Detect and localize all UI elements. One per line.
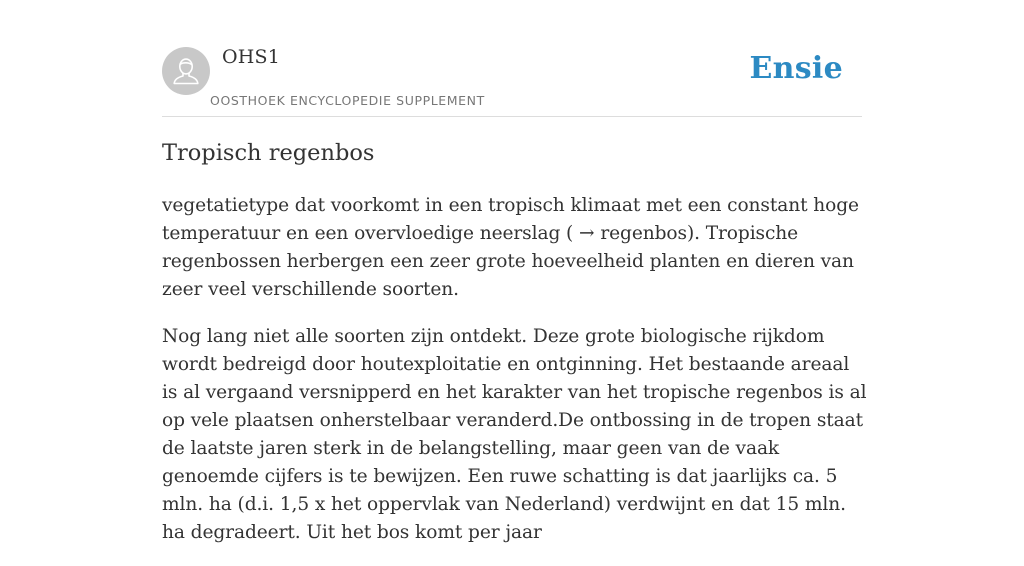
- entry-title: Tropisch regenbos: [162, 140, 375, 166]
- author-name[interactable]: OHS1: [222, 46, 281, 68]
- paragraph: [162, 192, 867, 304]
- user-icon: [162, 47, 210, 95]
- regenbos-link[interactable]: → regenbos: [579, 223, 687, 244]
- author-avatar[interactable]: [162, 47, 210, 95]
- paragraph-text: vegetatietype dat voorkomt in een tropisch klimaat met een constant hoge temperatuur en een overvloedige neerslag (: [162, 195, 859, 244]
- paragraph: Nog lang niet alle soorten zijn ontdekt. Deze grote biologische rijkdom wordt bedreigd door houtexploitatie en ontginning. Het bestaande areaal is al vergaand versnipperd en het karakter van het tropische regenbos is al op vele plaatsen onherstelbaar veranderd.De ontbossing in de tropen staat de laatste jaren sterk in de belangstelling, maar geen van de vaak genoemde cijfers is te bewijzen. Een ruwe schatting is dat jaarlijks ca. 5 mln. ha (d.i. 1,5 x het oppervlak van Nederland) verdwijnt en dat 15 mln. ha degradeert. Uit het bos komt per jaar: [162, 326, 867, 543]
- paragraph-text: ). Tropische regenbossen herbergen een zeer grote hoeveelheid planten en dieren van zeer veel verschillende soorten.: [162, 223, 854, 300]
- brand-logo[interactable]: Ensie: [749, 51, 843, 86]
- entry-header: [162, 46, 862, 117]
- source-label[interactable]: OOSTHOEK ENCYCLOPEDIE SUPPLEMENT: [210, 93, 485, 108]
- entry-body: [162, 192, 867, 566]
